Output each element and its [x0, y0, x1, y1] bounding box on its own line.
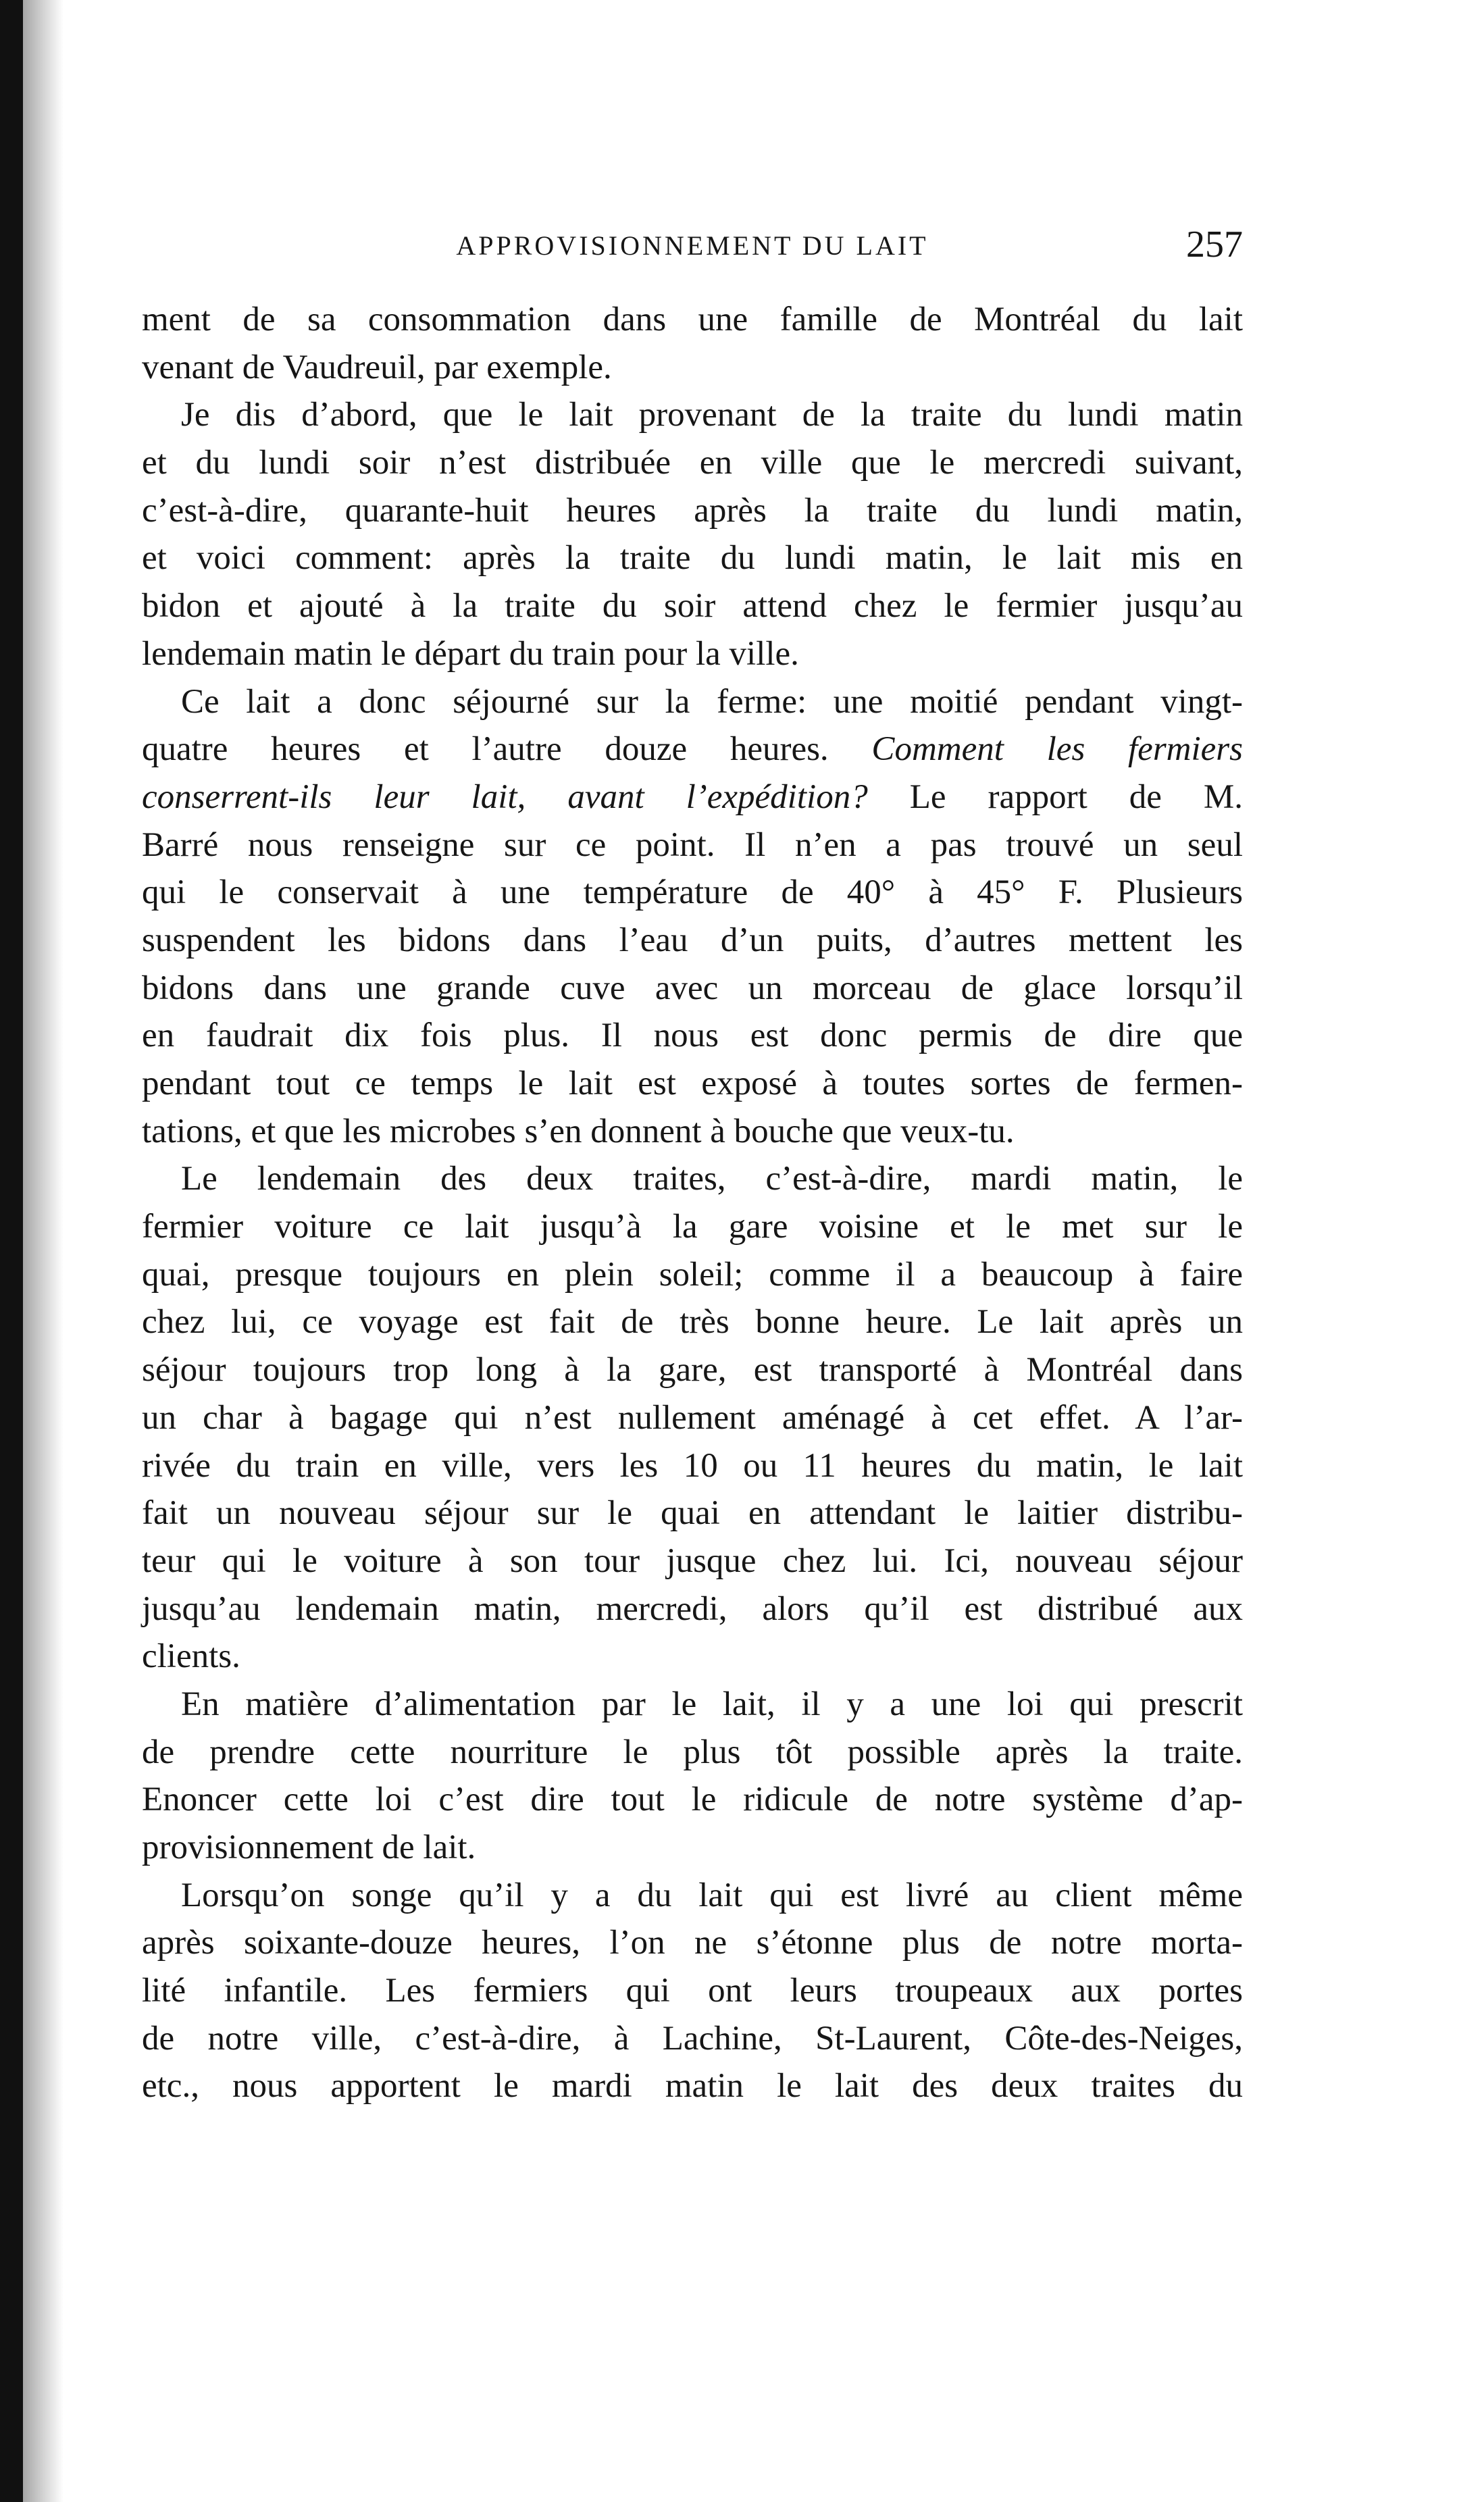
- text-line: [142, 725, 1243, 773]
- text-line: En matière d’alimentation par le lait, il y a une loi qui prescrit: [181, 1685, 1243, 1723]
- text-line: bidons dans une grande cuve avec un morceau de glace lorsqu’il: [142, 969, 1243, 1007]
- text-segment: Le rapport de M.: [909, 777, 1244, 816]
- text-line: pendant tout ce temps le lait est exposé à toutes sortes de fermen-: [142, 1065, 1243, 1102]
- text-line: [142, 773, 1243, 821]
- text-line: fermier voiture ce lait jusqu’à la gare voisine et le met sur le: [142, 1208, 1243, 1246]
- text-line: lendemain matin le départ du train pour la ville.: [142, 634, 799, 673]
- text-line: tations, et que les microbes s’en donnent à bouche que veux-tu.: [142, 1112, 1015, 1150]
- text-line: séjour toujours trop long à la gare, est transporté à Montréal dans: [142, 1351, 1243, 1389]
- text-line: Barré nous renseigne sur ce point. Il n’en a pas trouvé un seul: [142, 825, 1243, 864]
- text-line: un char à bagage qui n’est nullement aménagé à cet effet. A l’ar-: [142, 1398, 1243, 1437]
- running-title: APPROVISIONNEMENT DU LAIT: [456, 230, 929, 261]
- text-line: jusqu’au lendemain matin, mercredi, alors qu’il est distribué aux: [142, 1589, 1243, 1628]
- text-line: et voici comment: après la traite du lundi matin, le lait mis en: [142, 539, 1243, 578]
- text-line: chez lui, ce voyage est fait de très bonne heure. Le lait après un: [142, 1303, 1243, 1342]
- text-line: provisionnement de lait.: [142, 1829, 476, 1866]
- text-line: c’est-à-dire, quarante-huit heures après la traite du lundi matin,: [142, 491, 1243, 530]
- text-line: et du lundi soir n’est distribuée en ville que le mercredi suivant,: [142, 444, 1243, 482]
- text-line: de prendre cette nourriture le plus tôt possible après la traite.: [142, 1733, 1243, 1771]
- text-line: en faudrait dix fois plus. Il nous est donc permis de dire que: [142, 1017, 1243, 1055]
- text-line: Je dis d’abord, que le lait provenant de la traite du lundi matin: [181, 396, 1243, 434]
- text-line: venant de Vaudreuil, par exemple.: [142, 348, 612, 386]
- text-line: Enoncer cette loi c’est dire tout le ridicule de notre système d’ap-: [142, 1781, 1243, 1819]
- text-line: teur qui le voiture à son tour jusque chez lui. Ici, nouveau séjour: [142, 1541, 1243, 1580]
- text-line: Ce lait a donc séjourné sur la ferme: une moitié pendant vingt-: [181, 682, 1243, 721]
- text-segment: quatre heures et l’autre douze heures.: [142, 730, 829, 769]
- text-line: suspendent les bidons dans l’eau d’un puits, d’autres mettent les: [142, 921, 1243, 959]
- text-line: etc., nous apportent le mardi matin le lait des deux traites du: [142, 2067, 1243, 2105]
- italic-segment: Comment les fermiers: [871, 730, 1243, 769]
- text-line: lité infantile. Les fermiers qui ont leurs troupeaux aux portes: [142, 1972, 1243, 2010]
- text-line: fait un nouveau séjour sur le quai en attendant le laitier distribu-: [142, 1494, 1243, 1533]
- text-line: qui le conservait à une température de 40° à 45° F. Plusieurs: [142, 873, 1243, 912]
- text-line: ment de sa consommation dans une famille de Montréal du lait: [142, 301, 1243, 338]
- book-spine-shadow: [0, 0, 23, 2502]
- text-line: de notre ville, c’est-à-dire, à Lachine, St-Laurent, Côte-des-Neiges,: [142, 2019, 1243, 2058]
- text-line: après soixante-douze heures, l’on ne s’étonne plus de notre morta-: [142, 1924, 1243, 1962]
- italic-segment: conserrent-ils leur lait, avant l’expédition?: [142, 777, 868, 816]
- page-header: [142, 223, 1243, 270]
- text-line: quai, presque toujours en plein soleil; comme il a beaucoup à faire: [142, 1255, 1243, 1294]
- page-number: 257: [1186, 224, 1243, 265]
- text-line: rivée du train en ville, vers les 10 ou 11 heures du matin, le lait: [142, 1446, 1243, 1485]
- body-text: [142, 296, 1243, 2110]
- text-line: bidon et ajouté à la traite du soir attend chez le fermier jusqu’au: [142, 587, 1243, 626]
- text-line: Le lendemain des deux traites, c’est-à-dire, mardi matin, le: [181, 1160, 1243, 1198]
- text-line: Lorsqu’on songe qu’il y a du lait qui est livré au client même: [181, 1876, 1243, 1914]
- text-line: clients.: [142, 1637, 240, 1676]
- gutter-shading: [23, 0, 63, 2502]
